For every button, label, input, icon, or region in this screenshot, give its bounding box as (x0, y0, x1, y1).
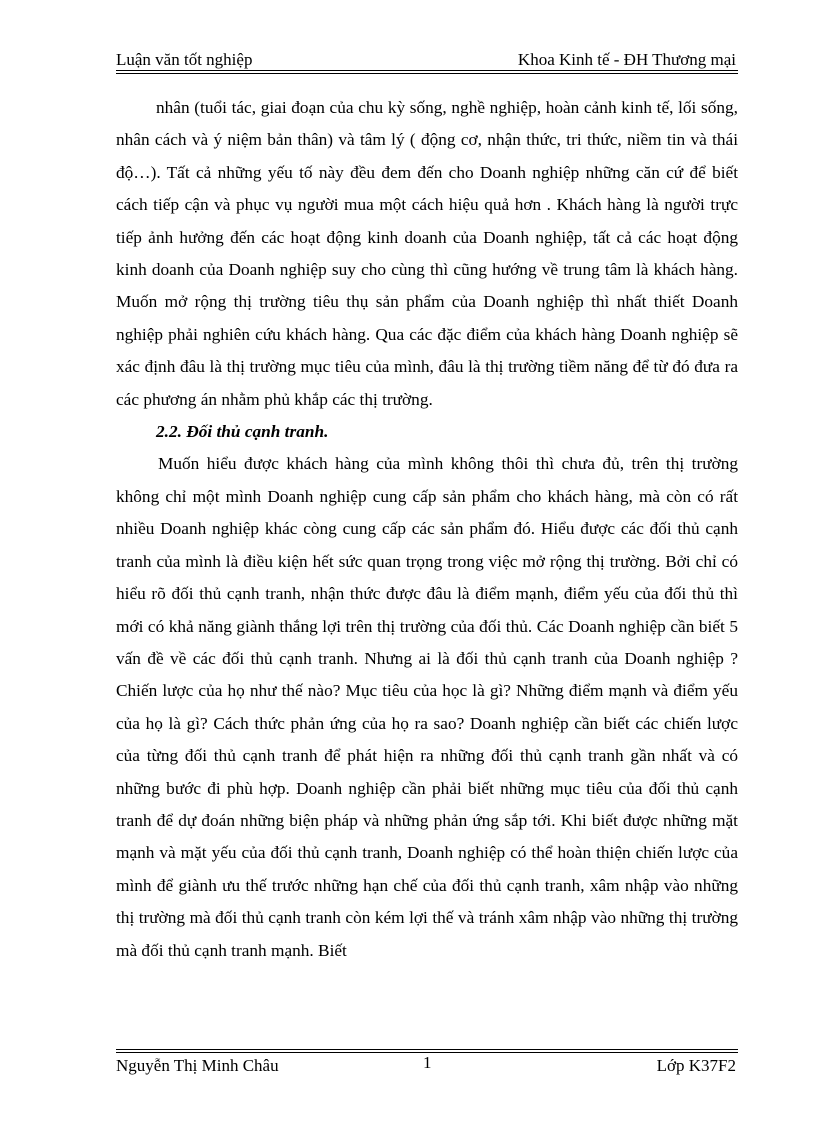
body-text (116, 92, 738, 967)
header-rule (116, 70, 738, 71)
page-header (116, 48, 738, 72)
header-thesis-label: Luận văn tốt nghiệp (116, 50, 253, 69)
footer-rule (116, 1049, 738, 1050)
paragraph-customers: nhân (tuổi tác, giai đoạn của chu kỳ sống, nghề nghiệp, hoàn cảnh kinh tế, lối sống, nhân cách và ý niệm bản thân) và tâm lý ( động cơ, nhận thức, tri thức, niềm tin và thái độ…). Tất cả những yếu tố này đều đem đến cho Doanh nghiệp những căn cứ để biết cách tiếp cận và phục vụ người mua một cách hiệu quả hơn . Khách hàng là người trực tiếp ảnh hưởng đến các hoạt động kinh doanh của Doanh nghiệp, tất cả các hoạt động kinh doanh của Doanh nghiệp suy cho cùng thì cũng hướng về trung tâm là khách hàng. Muốn mở rộng thị trường tiêu thụ sản phẩm của Doanh nghiệp thì nhất thiết Doanh nghiệp phải nghiên cứu khách hàng. Qua các đặc điểm của khách hàng Doanh nghiệp sẽ xác định đâu là thị trường mục tiêu của mình, đâu là thị trường tiềm năng để từ đó đưa ra các phương án nhằm phủ khắp các thị trường. (116, 98, 738, 409)
footer-author: Nguyễn Thị Minh Châu (116, 1056, 279, 1075)
paragraph-competitors: Muốn hiểu được khách hàng của mình không thôi thì chưa đủ, trên thị trường không chỉ một mình Doanh nghiệp cung cấp sản phẩm cho khách hàng, mà còn có rất nhiều Doanh nghiệp khác còng cung cấp các sản phẩm đó. Hiểu được các đối thủ cạnh tranh của mình là điều kiện hết sức quan trọng trong việc mở rộng thị trường. Bởi chỉ có hiểu rõ đối thủ cạnh tranh, nhận thức được đâu là điểm mạnh, điểm yếu của đối thủ thì mới có khả năng giành thắng lợi trên thị trường của đối thủ. Các Doanh nghiệp cần biết 5 vấn đề về các đối thủ cạnh tranh. Nhưng ai là đối thủ cạnh tranh của Doanh nghiệp ? Chiến lược của họ như thế nào? Mục tiêu của học là gì? Những điểm mạnh và điểm yếu của họ là gì? Cách thức phản ứng của họ ra sao? Doanh nghiệp cần biết các chiến lược của từng đối thủ cạnh tranh để phát hiện ra những đối thủ cạnh tranh gần nhất và có những bước đi phù hợp. Doanh nghiệp cần phải biết những mục tiêu của đối thủ cạnh tranh để dự đoán những biện pháp và những phản ứng sắp tới. Khi biết được những mặt mạnh và mặt yếu của đối thủ cạnh tranh, Doanh nghiệp có thể hoàn thiện chiến lược của mình để giành ưu thế trước những hạn chế của đối thủ cạnh tranh, xâm nhập vào những thị trường mà đối thủ cạnh tranh còn kém lợi thế và tránh xâm nhập vào những thị trường mà đối thủ cạnh tranh mạnh. Biết (116, 454, 738, 960)
page-footer (116, 1054, 738, 1078)
section-heading: 2.2. Đối thủ cạnh tranh. (156, 422, 329, 442)
header-rule-double (116, 73, 738, 74)
header-faculty-label: Khoa Kinh tế - ĐH Thương mại (517, 50, 736, 69)
footer-class: Lớp K37F2 (656, 1056, 736, 1075)
page-number: 1 (423, 1053, 432, 1072)
